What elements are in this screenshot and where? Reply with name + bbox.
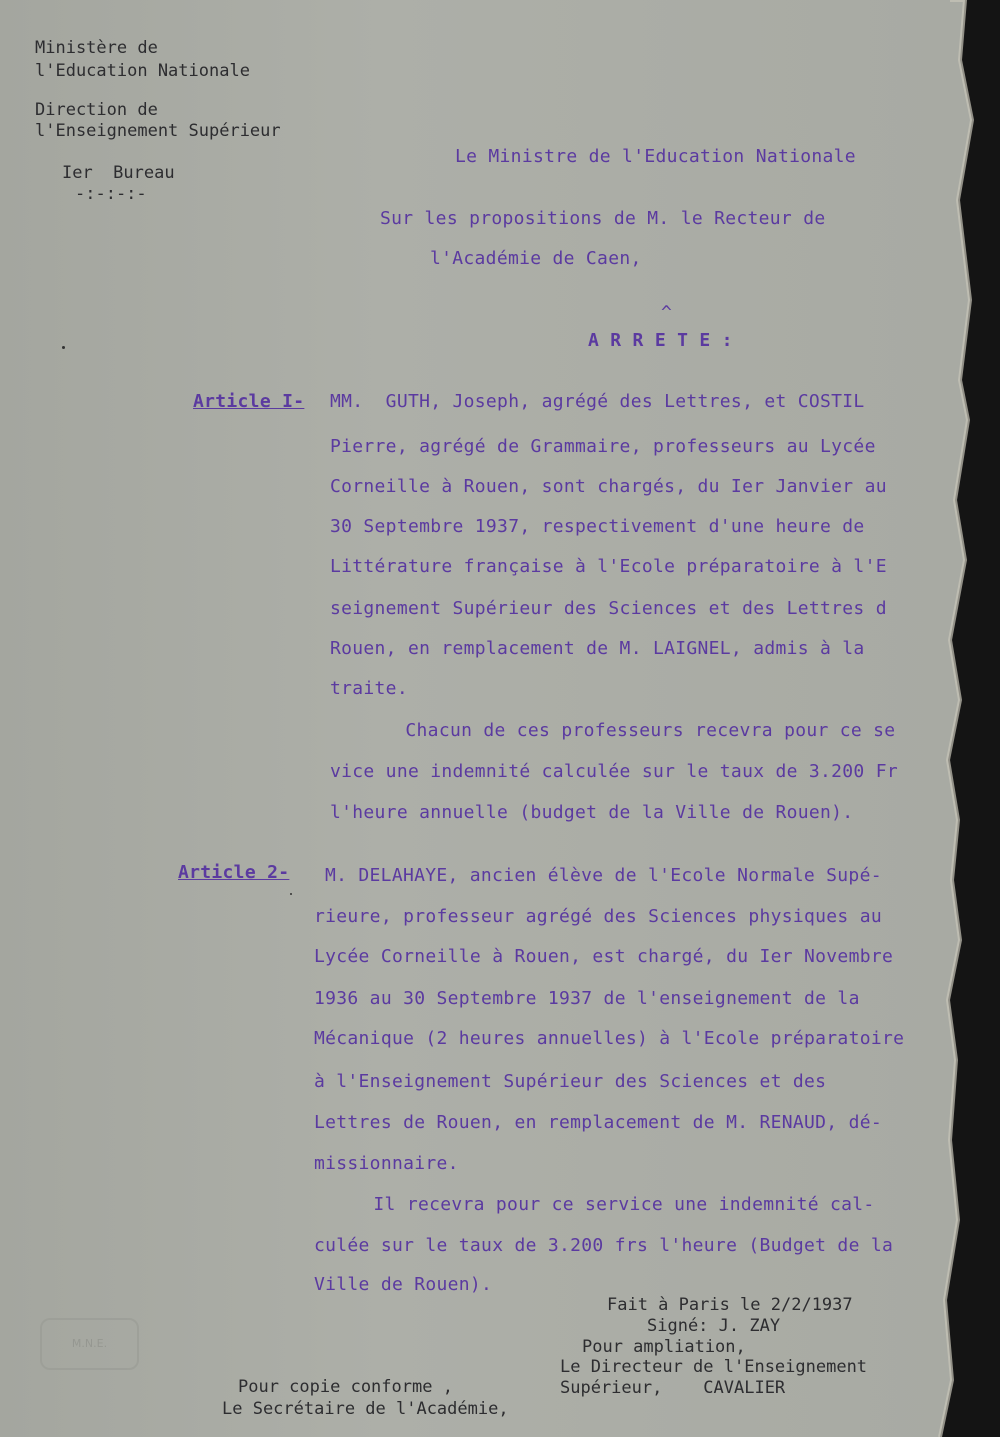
article-1-line: Chacun de ces professeurs recevra pour ce se — [372, 720, 896, 741]
article-2-line: culée sur le taux de 3.200 frs l'heure (Budget de la — [314, 1235, 894, 1256]
article-1-line: Littérature française à l'Ecole préparatoire à l'E — [330, 556, 887, 577]
torn-paper-edge — [930, 0, 1000, 1437]
article-1-line: MM. GUTH, Joseph, agrégé des Lettres, et COSTIL — [330, 391, 865, 412]
direction-line-1: Direction de — [35, 100, 158, 120]
article-1-line: seignement Supérieur des Sciences et des Lettres d — [330, 598, 887, 619]
article-1-line: vice une indemnité calculée sur le taux de 3.200 Fr — [330, 761, 898, 782]
article-1-line: Rouen, en remplacement de M. LAIGNEL, admis à la — [330, 638, 865, 659]
faded-stamp: M.N.E. — [40, 1318, 139, 1370]
article-1-line: Corneille à Rouen, sont chargés, du Ier Janvier au — [330, 476, 887, 497]
article-2-line: Il recevra pour ce service une indemnité cal- — [340, 1194, 875, 1215]
article-2-label: Article 2- — [178, 862, 290, 883]
secretary-line: Le Secrétaire de l'Académie, — [222, 1399, 509, 1419]
copy-conforme: Pour copie conforme , — [238, 1377, 453, 1397]
article-1-line: traite. — [330, 678, 408, 699]
margin-dot — [290, 893, 292, 895]
ministry-line-1: Ministère de — [35, 38, 158, 58]
accent-mark: ^ — [661, 302, 673, 323]
proposal-line-1: Sur les propositions de M. le Recteur de — [380, 208, 826, 229]
article-1-line: Pierre, agrégé de Grammaire, professeurs au Lycée — [330, 436, 876, 457]
article-2-line: missionnaire. — [314, 1153, 459, 1174]
decree-heading: A R R E T E : — [588, 330, 733, 351]
minister-line: Le Ministre de l'Education Nationale — [455, 146, 856, 167]
direction-line-2: l'Enseignement Supérieur — [35, 121, 281, 141]
article-2-line: Mécanique (2 heures annuelles) à l'Ecole préparatoire — [314, 1028, 905, 1049]
margin-dot — [62, 346, 65, 349]
ampliation-line: Pour ampliation, — [582, 1337, 746, 1357]
ministry-line-2: l'Education Nationale — [35, 61, 250, 81]
article-2-line: Lycée Corneille à Rouen, est chargé, du Ier Novembre — [314, 946, 894, 967]
signed-line: Signé: J. ZAY — [647, 1316, 781, 1336]
article-2-line: rieure, professeur agrégé des Sciences physiques au — [314, 906, 882, 927]
proposal-line-2: l'Académie de Caen, — [430, 248, 642, 269]
article-2-line: Ville de Rouen). — [314, 1274, 493, 1295]
article-1-line: l'heure annuelle (budget de la Ville de Rouen). — [330, 802, 854, 823]
article-2-line: à l'Enseignement Supérieur des Sciences et des — [314, 1071, 827, 1092]
place-date: Fait à Paris le 2/2/1937 — [607, 1295, 853, 1315]
bureau-line: Ier Bureau — [62, 163, 175, 183]
article-2-line: 1936 au 30 Septembre 1937 de l'enseignement de la — [314, 988, 860, 1009]
article-2-line: Lettres de Rouen, en remplacement de M. RENAUD, dé- — [314, 1112, 882, 1133]
director-line-1: Le Directeur de l'Enseignement — [560, 1357, 868, 1377]
article-1-line: 30 Septembre 1937, respectivement d'une heure de — [330, 516, 865, 537]
header-divider: -:-:-:- — [75, 184, 147, 204]
article-1-label: Article I- — [193, 391, 305, 412]
director-line-2: Supérieur, CAVALIER — [560, 1378, 786, 1398]
article-2-line: M. DELAHAYE, ancien élève de l'Ecole Normale Supé- — [325, 865, 882, 886]
